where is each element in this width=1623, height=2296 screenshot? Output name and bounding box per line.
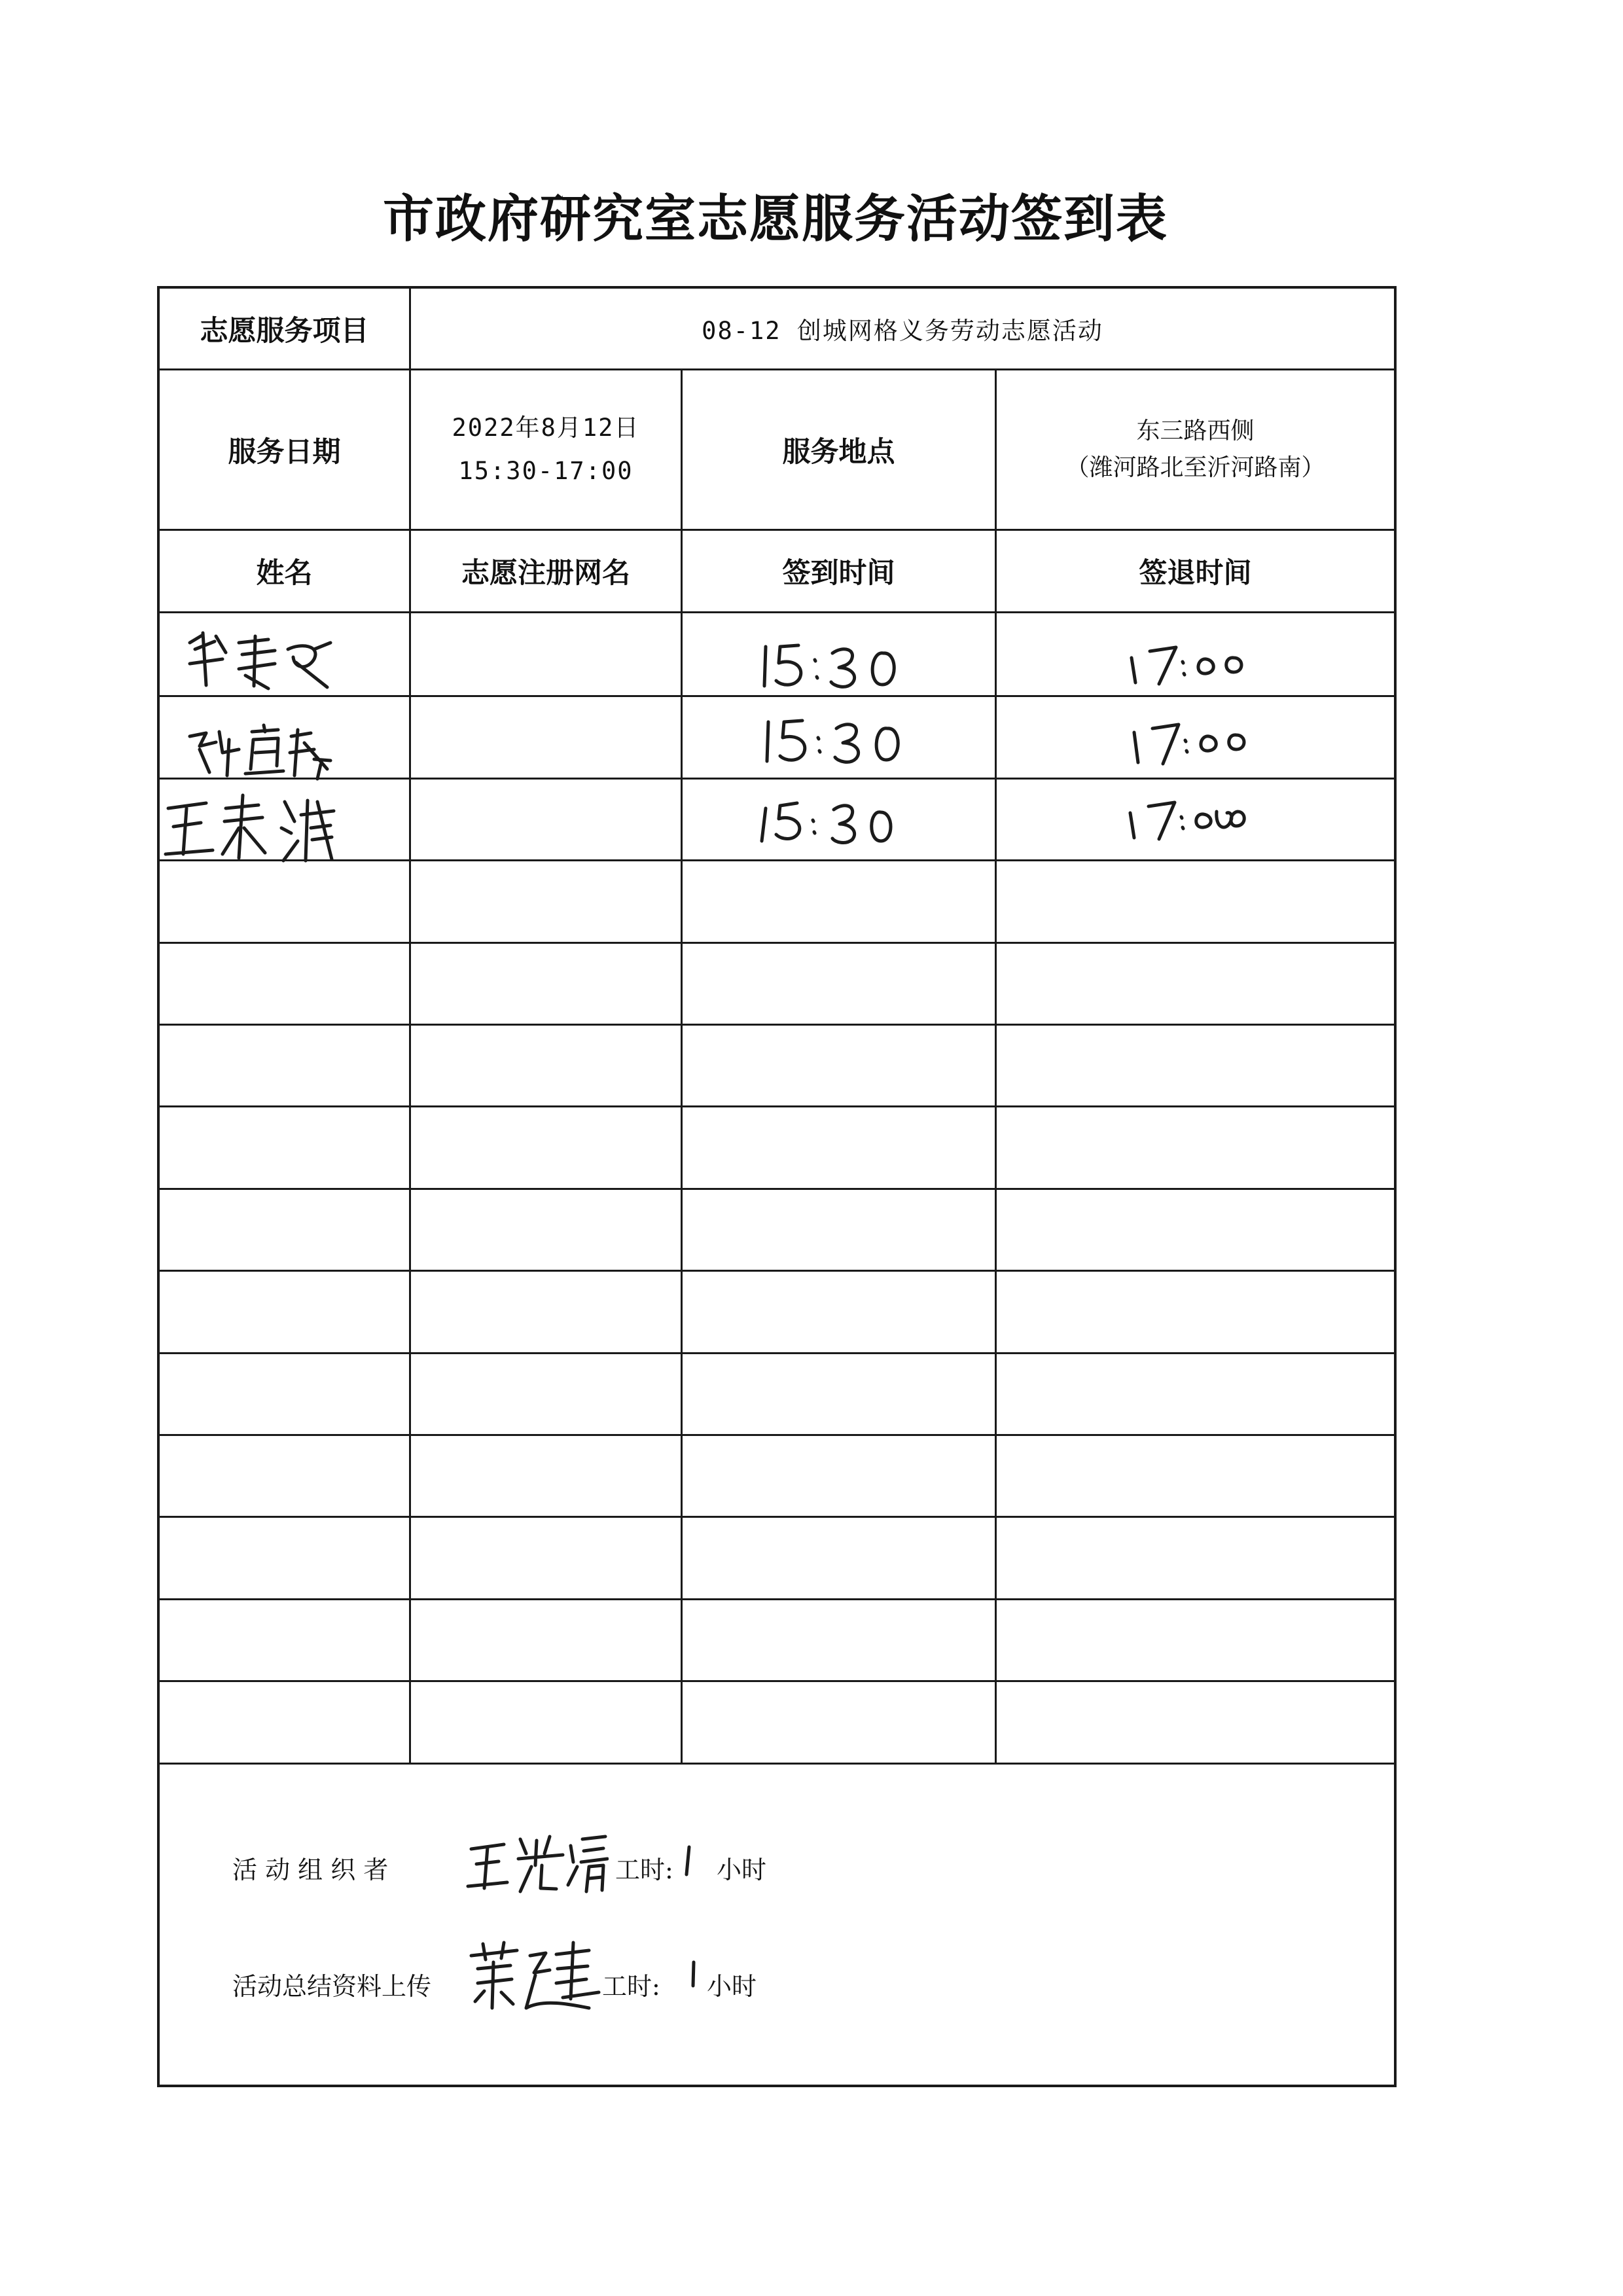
cell-volunteer-id (411, 1598, 683, 1680)
cell-name (160, 1024, 411, 1105)
footer-divider (157, 1763, 1397, 1765)
location-label: 服务地点 (782, 435, 895, 469)
organizer-hours-value (679, 1842, 698, 1881)
cell-name (160, 1188, 411, 1270)
organizer-hours-unit: 小时 (717, 1856, 767, 1884)
cell-volunteer-id (411, 1680, 683, 1762)
cell-sign-out (997, 1598, 1394, 1680)
sign-in-row-1 (753, 634, 910, 692)
signature-name-row-3 (160, 789, 350, 867)
cell-sign-out (997, 1434, 1394, 1516)
uploader-signature (458, 1936, 609, 2021)
table-border-bottom (157, 2085, 1397, 2087)
page-title: 市政府研究室志愿服务活动签到表 (382, 189, 1168, 249)
date-label: 服务日期 (228, 435, 341, 469)
cell-name (160, 1516, 411, 1598)
signature-name-row-2 (180, 713, 337, 785)
cell-sign-in (683, 1024, 997, 1105)
cell-name (160, 1352, 411, 1434)
cell-volunteer-id (411, 695, 683, 777)
cell-volunteer-id (411, 942, 683, 1024)
cell-sign-out (997, 1105, 1394, 1187)
date-line-1: 2022年8月12日 (452, 414, 640, 442)
cell-name (160, 1434, 411, 1516)
cell-sign-out (997, 942, 1394, 1024)
cell-volunteer-id (411, 859, 683, 941)
cell-sign-in (683, 942, 997, 1024)
column-header-name: 姓名 (256, 557, 313, 590)
cell-volunteer-id (411, 1024, 683, 1105)
cell-volunteer-id (411, 1352, 683, 1434)
cell-name (160, 1680, 411, 1762)
sign-in-row-2 (753, 710, 910, 769)
cell-sign-in (683, 1352, 997, 1434)
location-line-2: （潍河路北至沂河路南） (1065, 454, 1325, 481)
cell-volunteer-id (411, 613, 683, 695)
cell-sign-in (683, 1680, 997, 1762)
uploader-label: 活动总结资料上传 (232, 1972, 432, 2001)
project-label: 志愿服务项目 (200, 314, 369, 348)
cell-sign-in (683, 1434, 997, 1516)
cell-sign-in (683, 1188, 997, 1270)
location-value (997, 370, 1394, 529)
date-line-2: 15:30-17:00 (458, 457, 633, 485)
cell-sign-in (683, 1598, 997, 1680)
organizer-label: 活 动 组 织 者 (232, 1856, 389, 1884)
cell-volunteer-id (411, 1516, 683, 1598)
location-line-1: 东三路西侧 (1136, 418, 1255, 444)
cell-sign-out (997, 1270, 1394, 1352)
signature-name-row-1 (177, 623, 347, 695)
column-header-sign-in-time: 签到时间 (782, 557, 895, 590)
cell-volunteer-id (411, 778, 683, 859)
cell-sign-out (997, 859, 1394, 941)
cell-sign-out (997, 1188, 1394, 1270)
cell-name (160, 1105, 411, 1187)
sign-out-row-1 (1122, 632, 1253, 691)
uploader-hours-unit: 小时 (707, 1972, 757, 2001)
sign-in-row-3 (753, 789, 910, 848)
organizer-hours-label: 工时: (615, 1856, 673, 1884)
cell-name (160, 1598, 411, 1680)
cell-volunteer-id (411, 1188, 683, 1270)
sign-out-row-2 (1122, 710, 1253, 769)
cell-name (160, 859, 411, 941)
cell-sign-out (997, 1680, 1394, 1762)
cell-name (160, 1270, 411, 1352)
project-value: 08-12 创城网格义务劳动志愿活动 (702, 317, 1103, 345)
cell-sign-out (997, 1516, 1394, 1598)
uploader-hours-value (686, 1957, 702, 1994)
cell-sign-in (683, 1270, 997, 1352)
cell-volunteer-id (411, 1270, 683, 1352)
cell-sign-in (683, 1105, 997, 1187)
cell-sign-out (997, 1352, 1394, 1434)
uploader-hours-label: 工时: (602, 1972, 660, 2001)
date-value (411, 370, 681, 529)
column-header-sign-out-time: 签退时间 (1139, 557, 1252, 590)
cell-sign-in (683, 1516, 997, 1598)
sign-out-row-3 (1122, 785, 1253, 844)
column-header-volunteer-id: 志愿注册网名 (461, 557, 630, 590)
cell-name (160, 942, 411, 1024)
organizer-signature (458, 1826, 609, 1898)
cell-sign-out (997, 1024, 1394, 1105)
cell-sign-in (683, 859, 997, 941)
table-border-right (1394, 286, 1397, 2087)
cell-volunteer-id (411, 1105, 683, 1187)
cell-volunteer-id (411, 1434, 683, 1516)
